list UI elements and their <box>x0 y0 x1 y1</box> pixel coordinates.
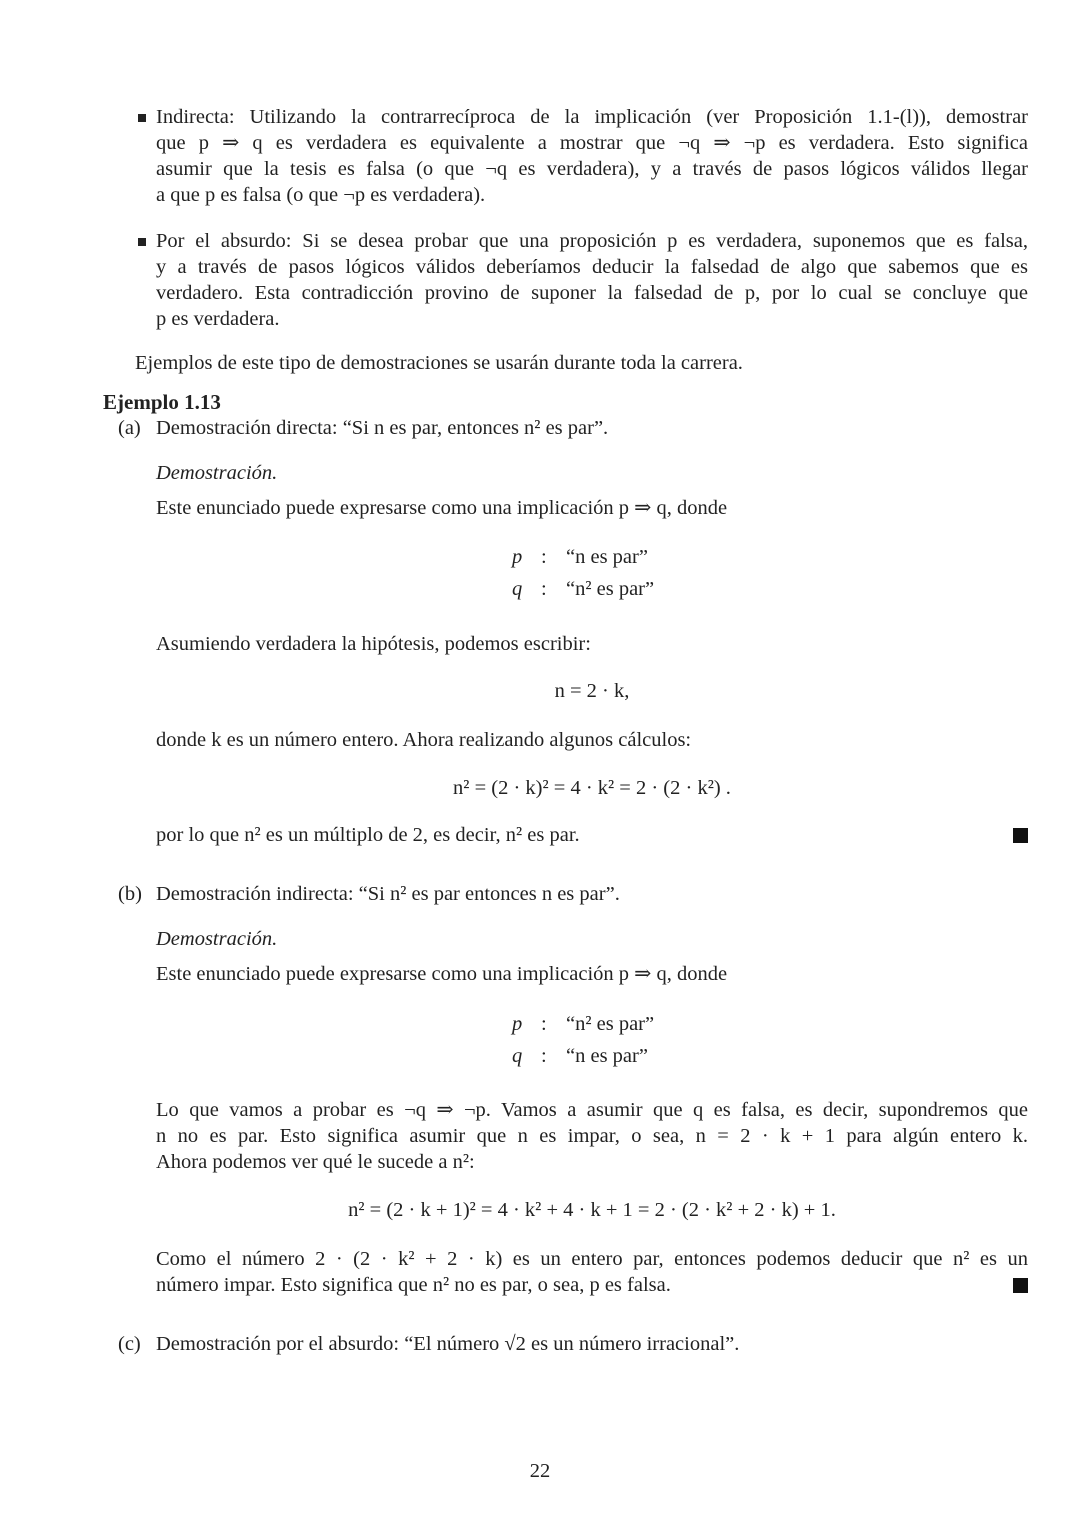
part-b-def-sep: : <box>541 1045 547 1067</box>
part-a-proof-label: Demostración. <box>156 462 278 484</box>
part-a-equation-2: n² = (2 · k)² = 4 · k² = 2 · (2 · k²) . <box>453 777 731 799</box>
part-b-def-sym-p: p <box>512 1013 523 1035</box>
qed-symbol <box>1013 1278 1028 1293</box>
part-b-def-sep: : <box>541 1013 547 1035</box>
bullet-2-line-2: y a través de pasos lógicos válidos deberíamos deducir la falsedad de algo que sabemos que es <box>156 256 1028 278</box>
examples-note: Ejemplos de este tipo de demostraciones se usarán durante toda la carrera. <box>135 352 743 374</box>
bullet-1-line-3: asumir que la tesis es falsa (o que ¬q es verdadera), y a través de pasos lógicos válidos llegar <box>156 158 1028 180</box>
bullet-2-line-1: Por el absurdo: Si se desea probar que una proposición p es verdadera, suponemos que es falsa, <box>156 230 1028 252</box>
example-title: Ejemplo 1.13 <box>103 390 221 414</box>
part-b-proof-label: Demostración. <box>156 928 278 950</box>
part-b-equation: n² = (2 · k + 1)² = 4 · k² + 4 · k + 1 = 2 · (2 · k² + 2 · k) + 1. <box>348 1199 836 1221</box>
part-b-label: (b) <box>118 883 142 905</box>
part-b-para2-line-1: Como el número 2 · (2 · k² + 2 · k) es un entero par, entonces podemos deducir que n² es un <box>156 1248 1028 1270</box>
bullet-2-line-4: p es verdadera. <box>156 308 280 330</box>
part-a-def-sym-q: q <box>512 578 523 600</box>
bullet-1-line-4: a que p es falsa (o que ¬p es verdadera). <box>156 184 486 206</box>
part-a-equation-1: n = 2 · k, <box>554 680 630 702</box>
part-a-def-sep: : <box>541 578 547 600</box>
part-a-def-sep: : <box>541 546 547 568</box>
part-a-label: (a) <box>118 417 141 439</box>
part-a-after-equation-1: donde k es un número entero. Ahora realizando algunos cálculos: <box>156 729 692 751</box>
qed-symbol <box>1013 828 1028 843</box>
part-a-assume: Asumiendo verdadera la hipótesis, podemos escribir: <box>156 633 591 655</box>
part-b-statement: Demostración indirecta: “Si n² es par entonces n es par”. <box>156 883 620 905</box>
part-a-def-text-p: “n es par” <box>566 546 648 568</box>
part-a-conclusion: por lo que n² es un múltiplo de 2, es decir, n² es par. <box>156 824 580 846</box>
part-b-def-sym-q: q <box>512 1045 523 1067</box>
bullet-marker <box>138 238 146 246</box>
part-c-label: (c) <box>118 1333 141 1355</box>
bullet-1-line-1: Indirecta: Utilizando la contrarrecíproca de la implicación (ver Proposición 1.1-(l)), demostrar <box>156 106 1028 128</box>
part-b-def-text-p: “n² es par” <box>566 1013 655 1035</box>
part-c-statement: Demostración por el absurdo: “El número √2 es un número irracional”. <box>156 1333 740 1355</box>
part-b-para1-line-3: Ahora podemos ver qué le sucede a n²: <box>156 1151 475 1173</box>
bullet-1-line-2: que p ⇒ q es verdadera es equivalente a mostrar que ¬q ⇒ ¬p es verdadera. Esto significa <box>156 132 1028 154</box>
part-a-statement: Demostración directa: “Si n es par, entonces n² es par”. <box>156 417 609 439</box>
part-a-def-sym-p: p <box>512 546 523 568</box>
bullet-marker <box>138 114 146 122</box>
bullet-2-line-3: verdadero. Esta contradicción provino de suponer la falsedad de p, por lo cual se concluye que <box>156 282 1028 304</box>
part-a-def-text-q: “n² es par” <box>566 578 655 600</box>
part-b-para2-line-2: número impar. Esto significa que n² no es par, o sea, p es falsa. <box>156 1274 671 1296</box>
part-b-def-text-q: “n es par” <box>566 1045 648 1067</box>
page-number: 22 <box>529 1460 551 1482</box>
part-b-para1-line-1: Lo que vamos a probar es ¬q ⇒ ¬p. Vamos a asumir que q es falsa, es decir, supondremos que <box>156 1099 1028 1121</box>
part-b-intro: Este enunciado puede expresarse como una implicación p ⇒ q, donde <box>156 963 728 985</box>
part-a-intro: Este enunciado puede expresarse como una implicación p ⇒ q, donde <box>156 497 728 519</box>
part-b-para1-line-2: n no es par. Esto significa asumir que n es impar, o sea, n = 2 · k + 1 para algún entero k. <box>156 1125 1028 1147</box>
